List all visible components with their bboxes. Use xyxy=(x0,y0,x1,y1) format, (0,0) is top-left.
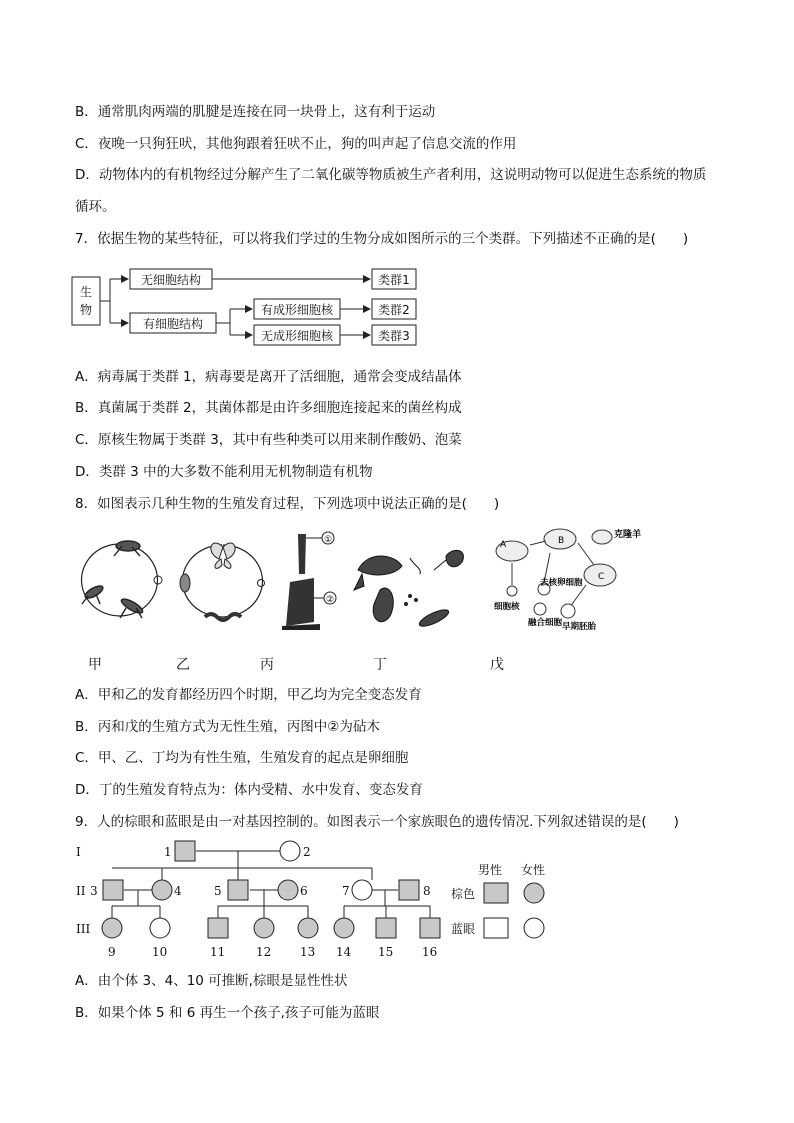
q9-stem: 9．人的棕眼和蓝眼是由一对基因控制的。如图表示一个家族眼色的遗传情况.下列叙述错误的是( ) xyxy=(75,814,679,830)
legend-brown-male xyxy=(484,883,508,903)
figure-jia-grasshopper-cycle xyxy=(70,530,170,630)
num-13: 13 xyxy=(300,945,316,959)
q9-option-a: A．由个体 3、4、10 可推断,棕眼是显性性状 xyxy=(75,973,348,989)
sub2-label: 无成形细胞核 xyxy=(260,329,334,343)
individual-14 xyxy=(334,918,354,938)
num-15: 15 xyxy=(378,945,394,959)
legend-male-label: 男性 xyxy=(478,863,503,877)
bing-mark-2: ② xyxy=(325,595,335,605)
legend-blue-label: 蓝眼 xyxy=(451,922,476,936)
legend-brown-female xyxy=(524,883,544,903)
num-12: 12 xyxy=(256,945,272,959)
individual-8 xyxy=(399,880,419,900)
early-embryo-icon xyxy=(561,604,575,618)
fig-label-wu: 戊 xyxy=(490,657,504,673)
scion-icon xyxy=(298,534,306,574)
individual-3 xyxy=(103,880,123,900)
wu-clone-label: 克隆羊 xyxy=(614,530,642,540)
group1-label: 类群1 xyxy=(378,273,410,287)
fig-label-yi: 乙 xyxy=(176,657,190,673)
individual-2 xyxy=(280,841,300,861)
legend-female-label: 女性 xyxy=(521,863,546,877)
individual-13 xyxy=(298,918,318,938)
pedigree-chart xyxy=(72,838,552,968)
fig-label-ding: 丁 xyxy=(373,657,387,673)
num-14: 14 xyxy=(336,945,352,959)
egg-icon xyxy=(258,580,265,587)
figure-bing-grafting xyxy=(280,530,350,630)
num-3: 3 xyxy=(90,884,98,898)
tadpole-icon xyxy=(417,607,450,630)
num-6: 6 xyxy=(300,884,308,898)
q7-option-d: D．类群 3 中的大多数不能利用无机物制造有机物 xyxy=(75,464,373,480)
stock-icon xyxy=(286,578,314,626)
group2-label: 类群2 xyxy=(378,303,410,317)
q8-stem: 8．如图表示几种生物的生殖发育过程，下列选项中说法正确的是( ) xyxy=(75,496,500,512)
q7-option-a: A．病毒属于类群 1，病毒要是离开了活细胞，通常会变成结晶体 xyxy=(75,369,462,385)
q6-option-b: B．通常肌肉两端的肌腱是连接在同一块骨上，这有利于运动 xyxy=(75,104,436,120)
legend-blue-female xyxy=(524,918,544,938)
fusion-cell-icon xyxy=(534,603,546,615)
individual-11 xyxy=(208,918,228,938)
num-2: 2 xyxy=(303,845,311,859)
classification-diagram xyxy=(70,267,430,347)
wu-enucleated-label: 去核卵细胞 xyxy=(540,578,583,588)
butterfly-icon xyxy=(211,543,235,568)
wu-label-a: A xyxy=(500,540,507,550)
group3-label: 类群3 xyxy=(378,329,410,343)
num-8: 8 xyxy=(423,884,431,898)
wu-label-c: C xyxy=(598,572,605,582)
legend-blue-male xyxy=(484,918,508,938)
fig-label-bing: 丙 xyxy=(260,657,274,673)
q6-option-d-cont: 循环。 xyxy=(75,199,116,215)
root-label-2: 物 xyxy=(79,303,93,317)
num-7: 7 xyxy=(342,884,350,898)
individual-7 xyxy=(352,880,372,900)
num-16: 16 xyxy=(422,945,438,959)
figure-wu-cloning xyxy=(490,525,640,637)
tadpole-legs-icon xyxy=(446,550,463,566)
q8-option-d: D．丁的生殖发育特点为：体内受精、水中发育、变态发育 xyxy=(75,782,423,798)
q8-option-a: A．甲和乙的发育都经历四个时期，甲乙均为完全变态发育 xyxy=(75,687,422,703)
num-4: 4 xyxy=(174,884,182,898)
wu-label-b: B xyxy=(558,536,565,546)
individual-1 xyxy=(175,841,195,861)
frog-icon xyxy=(358,556,402,575)
branch1-label: 无细胞结构 xyxy=(140,273,202,287)
branch2-label: 有细胞结构 xyxy=(142,317,204,331)
num-1: 1 xyxy=(164,845,172,859)
fig-label-jia: 甲 xyxy=(88,657,102,673)
individual-10 xyxy=(150,918,170,938)
num-11: 11 xyxy=(210,945,226,959)
num-10: 10 xyxy=(152,945,168,959)
q9-option-b: B．如果个体 5 和 6 再生一个孩子,孩子可能为蓝眼 xyxy=(75,1005,380,1021)
clone-sheep-icon xyxy=(592,530,612,544)
figure-ding-frog-cycle xyxy=(350,530,480,635)
gen-label-3: III xyxy=(76,922,91,936)
wu-embryo-label: 早期胚胎 xyxy=(562,622,597,632)
q8-option-b: B．丙和戊的生殖方式为无性生殖，丙图中②为砧木 xyxy=(75,719,380,735)
q6-option-d: D．动物体内的有机物经过分解产生了二氧化碳等物质被生产者利用，这说明动物可以促进生态系统的物质 xyxy=(75,167,707,183)
wu-fusion-label: 融合细胞 xyxy=(528,618,563,628)
individual-4 xyxy=(152,880,172,900)
q6-option-c: C．夜晚一只狗狂吠，其他狗跟着狂吠不止，狗的叫声起了信息交流的作用 xyxy=(75,136,517,152)
pupa-icon xyxy=(180,574,190,592)
individual-6 xyxy=(278,880,298,900)
bing-mark-1: ① xyxy=(323,535,333,545)
num-9: 9 xyxy=(108,945,116,959)
legend-brown-label: 棕色 xyxy=(451,887,476,901)
root-label-1: 生 xyxy=(79,285,93,299)
sub1-label: 有成形细胞核 xyxy=(260,303,334,317)
gen-label-2: II xyxy=(76,884,86,898)
froglet-icon xyxy=(373,588,393,622)
individual-5 xyxy=(228,880,248,900)
individual-9 xyxy=(102,918,122,938)
q7-option-b: B．真菌属于类群 2，其菌体都是由许多细胞连接起来的菌丝构成 xyxy=(75,400,462,416)
wu-nucleus-label: 细胞核 xyxy=(494,602,520,612)
q8-option-c: C．甲、乙、丁均为有性生殖，生殖发育的起点是卵细胞 xyxy=(75,750,409,766)
q7-option-c: C．原核生物属于类群 3，其中有些种类可以用来制作酸奶、泡菜 xyxy=(75,432,462,448)
figure-yi-butterfly-cycle xyxy=(175,535,270,625)
nucleus-icon xyxy=(507,586,517,596)
num-5: 5 xyxy=(214,884,222,898)
gen-label-1: I xyxy=(76,845,81,859)
individual-12 xyxy=(254,918,274,938)
individual-15 xyxy=(376,918,396,938)
individual-16 xyxy=(420,918,440,938)
q7-stem: 7．依据生物的某些特征，可以将我们学过的生物分成如图所示的三个类群。下列描述不正确的是( ) xyxy=(75,231,689,247)
